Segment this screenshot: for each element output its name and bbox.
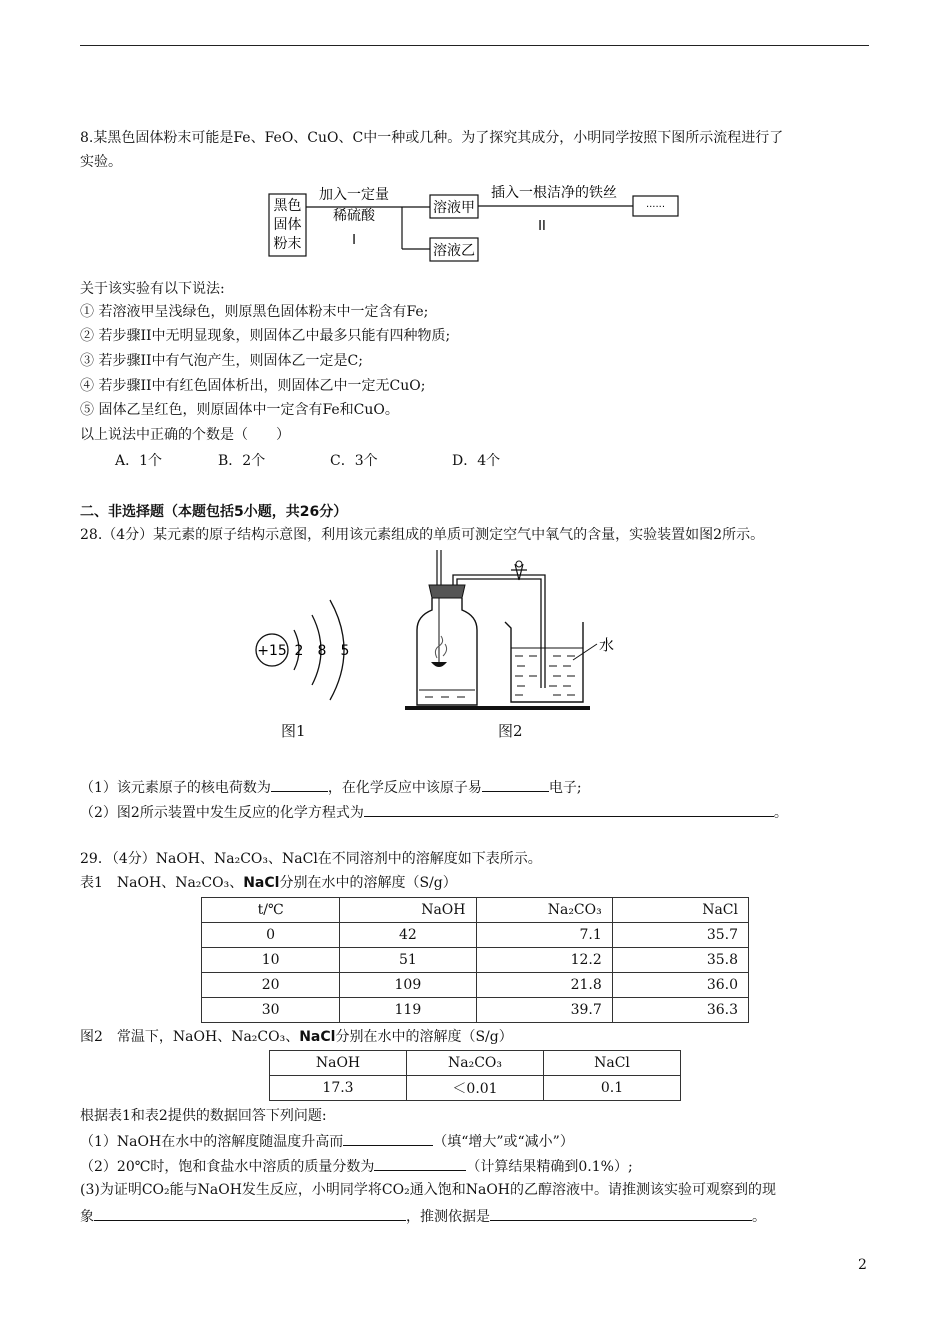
q29-lead: 根据表1和表2提供的数据回答下列问题: [80,1108,327,1124]
step1-label-a: 加入一定量 [319,187,389,203]
shell-electrons-2: 8 [317,643,327,659]
q8-statement-3: ③ 若步骤II中有气泡产生，则固体乙一定是C; [80,353,363,369]
apparatus-diagram [405,550,645,715]
blank-electron-behavior[interactable] [482,777,549,792]
q29-sub1: （1）NaOH在水中的溶解度随温度升高而 （填“增大”或“减小”） [80,1131,574,1151]
blank-nuclear-charge[interactable] [271,777,328,792]
table2-caption: 图2 常温下，NaOH、Na₂CO₃、NaCl分别在水中的溶解度（S/g） [80,1029,513,1045]
table1-header: t/℃ [202,898,340,923]
step2-num: II [538,219,546,234]
bottle [417,598,477,705]
q29-stem: 29．（4分）NaOH、Na₂CO₃、NaCl在不同溶剂中的溶解度如下表所示。 [80,851,542,867]
shell-electrons-1: 2 [294,643,304,659]
option-b: B．2个 [218,453,266,469]
step2-label: 插入一根洁净的铁丝 [491,185,617,201]
q29-sub3-line2: 象 ，推测依据是 。 [80,1206,766,1226]
header-rule [80,45,869,46]
q8-ask: 以上说法中正确的个数是（ ） [80,427,290,443]
water-pointer [573,644,597,660]
table-row: 30 119 39.7 36.3 [202,998,749,1023]
combustion-spoon [431,662,447,667]
black-powder-label-3: 粉末 [273,236,302,252]
table2-header: NaCl [544,1051,681,1076]
blank-mass-fraction[interactable] [374,1156,466,1171]
clamp [511,564,527,580]
q8-statement-2: ② 若步骤II中无明显现象，则固体乙中最多只能有四种物质; [80,328,451,344]
q8-statement-5: ⑤ 固体乙呈红色，则原固体中一定含有Fe和CuO。 [80,402,399,418]
step1-num: I [352,233,356,248]
q28-stem: 28.（4分）某元素的原子结构示意图，利用该元素组成的单质可测定空气中氧气的含量，实验装置如图2所示。 [80,527,765,543]
solution-b-label: 溶液乙 [433,243,475,259]
table2 [269,1050,681,1101]
q29-sub2: （2）20℃时，饱和食盐水中溶质的质量分数为 （计算结果精确到0.1%）; [80,1156,633,1176]
table-row: 20 109 21.8 36.0 [202,973,749,998]
q8-flow-diagram [266,185,686,267]
stopper [429,585,465,598]
q28-sub1: （1）该元素原子的核电荷数为 ，在化学反应中该原子易 电子; [80,777,582,797]
section-title: 二、非选择题（本题包括5小题，共26分） [80,504,348,520]
result-dots: ······ [645,202,666,213]
q8-intro: 关于该实验有以下说法: [80,281,225,297]
table2-header: Na₂CO₃ [407,1051,544,1076]
atom-diagram [250,585,360,710]
black-powder-label-1: 黑色 [273,198,302,214]
q8-line1: 8.某黑色固体粉末可能是Fe、FeO、CuO、C中一种或几种。为了探究其成分，小明同学按照下图所示流程进行了 [80,130,784,146]
table2-header: NaOH [270,1051,407,1076]
black-powder-label-2: 固体 [273,217,302,233]
option-a: A．1个 [115,453,163,469]
step1-label-b: 稀硫酸 [333,208,375,224]
option-c: C．3个 [330,453,378,469]
blank-phenomenon[interactable] [94,1206,406,1221]
fig2-caption: 图2 [498,722,523,740]
q29-sub3-line1: (3)为证明CO₂能与NaOH发生反应，小明同学将CO₂通入饱和NaOH的乙醇溶液中。请推测该实验可观察到的现 [80,1182,776,1198]
beaker [505,622,583,702]
table1-header: NaCl [612,898,748,923]
table-row: 0 42 7.1 35.7 [202,923,749,948]
blank-equation[interactable] [364,802,774,817]
table1-header-row [202,898,749,923]
q8-statement-1: ① 若溶液甲呈浅绿色，则原黑色固体粉末中一定含有Fe; [80,304,429,320]
page-number: 2 [858,1257,867,1273]
fig1-caption: 图1 [281,722,306,740]
table1-header: NaOH [340,898,476,923]
option-d: D．4个 [452,453,501,469]
blank-trend[interactable] [343,1131,433,1146]
shell-electrons-3: 5 [340,643,350,659]
table-row: 10 51 12.2 35.8 [202,948,749,973]
water-label: 水 [599,636,615,654]
table1 [201,897,749,1023]
table-row: 17.3 ＜0.01 0.1 [270,1076,681,1101]
solution-a-label: 溶液甲 [433,200,475,216]
q8-line2: 实验。 [80,154,122,170]
glass-tube [453,575,545,688]
blank-reason[interactable] [490,1206,752,1221]
table2-header-row [270,1051,681,1076]
q28-sub2: （2）图2所示装置中发生反应的化学方程式为 。 [80,802,788,822]
table1-caption: 表1 NaOH、Na₂CO₃、NaCl分别在水中的溶解度（S/g） [80,875,457,891]
q8-statement-4: ④ 若步骤II中有红色固体析出，则固体乙中一定无CuO; [80,378,426,394]
table1-header: Na₂CO₃ [476,898,612,923]
nucleus-charge: +15 [257,643,287,659]
